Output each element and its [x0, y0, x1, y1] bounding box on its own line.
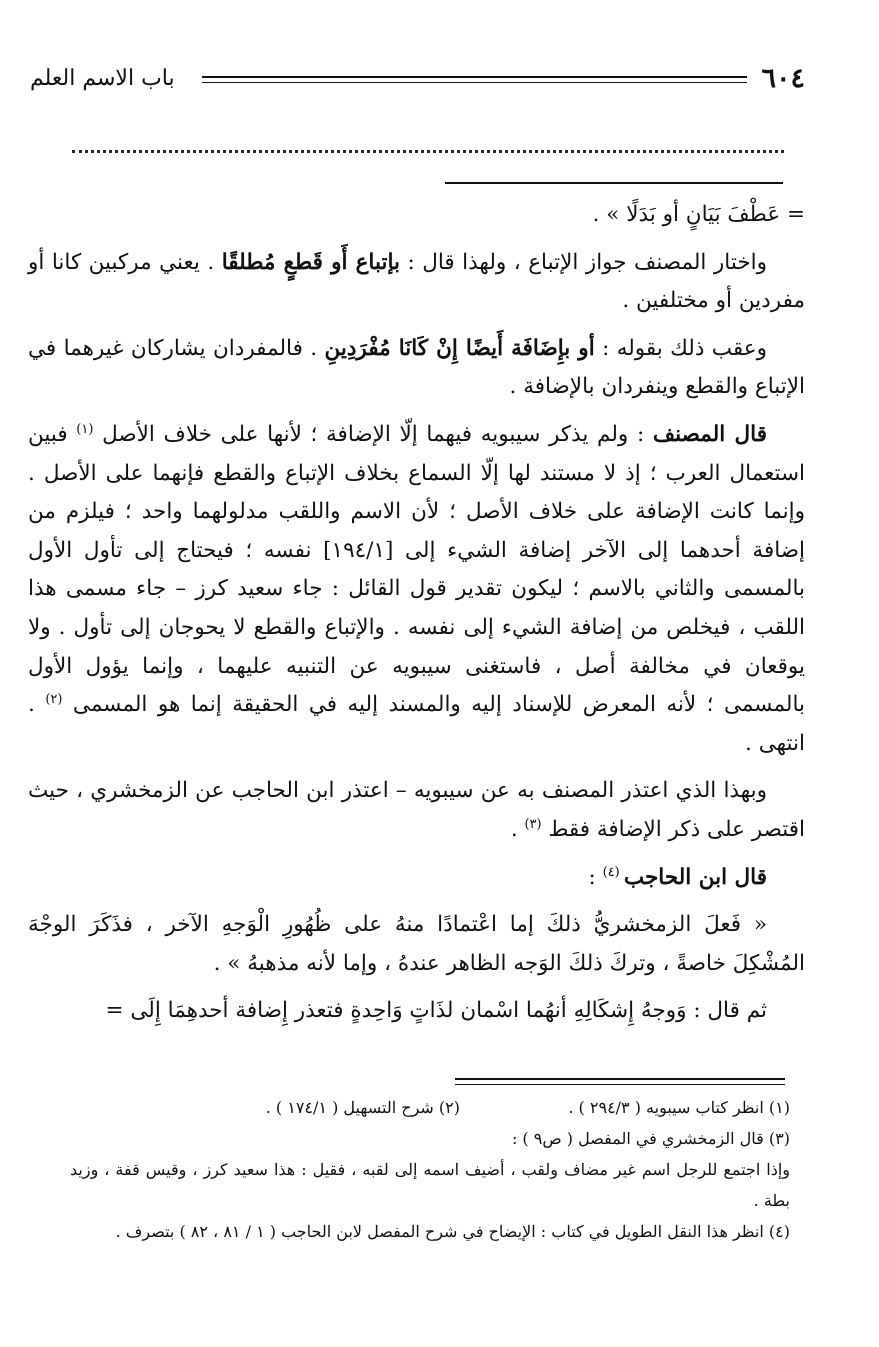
bold-quote: أو بإِضَافَة أَيضًا إِنْ كَانَا مُفْرَدِينِ: [324, 335, 595, 361]
paragraph-text: « فَعلَ الزمخشريُّ ذلكَ إما اعْتمادًا منهُ على ظُهُورِ الْوَجهِ الآخر ، فذَكَرَ الوجْهَ المُشْكِلَ خاصةً ، وتركَ ذلكَ الوَجه الظاهر عندهُ ، وإما لأنه مذهبهُ » .: [28, 912, 805, 976]
paragraph-text: فبين استعمال العرب ؛ إذ لا مستند لها إلّا السماع بخلاف الإتباع والقطع فإنهما على الأصل . وإنما كانت الإضافة على خلاف الأصل ؛ لأن الاسم واللقب مدلولهما واحد ؛ فيلزم من إضافة أحدهما إلى الآخر إضافة الشيء إلى [١٩٤/١] نفسه ؛ فيحتاج إلى تأول الأول بالمسمى والثاني بالاسم ؛ ليكون تقدير قول القائل : جاء سعيد كرز – جاء مسمى هذا اللقب ، فيخلص من إضافة الشيء إلى نفسه . والإتباع والقطع لا يحوجان إلى تأول . ولا يوقعان في مخالفة أصل ، فاستغنى سيبويه عن التنبيه عليهما ، وإنما يؤول الأول بالمسمى ؛ لأنه المعرض للإسناد إليه والمسند إليه في الحقيقة إنما هو المسمى: [28, 421, 806, 718]
paragraph-text: . فالمفردان يشاركان غيرهما في الإتباع والقطع وينفردان بالإضافة .: [28, 335, 805, 400]
paragraph: [28, 992, 805, 1031]
paragraph-text: = عَطْفَ بَيَانٍ أو بَدَلًا » .: [592, 202, 805, 227]
footnote-row: [70, 1092, 790, 1123]
running-header: [30, 62, 805, 102]
paragraph-text: واختار المصنف جواز الإتباع ، ولهذا قال :: [399, 249, 767, 275]
header-rule-thin: [202, 82, 747, 83]
page-number: ٦٠٤: [761, 63, 805, 94]
footnotes: [70, 1092, 790, 1247]
paragraph-continuation: [28, 196, 805, 235]
footnote-ref: (١): [76, 421, 94, 437]
paragraph-text: . انتهى .: [28, 692, 805, 756]
dotted-separator: [72, 150, 784, 153]
paragraph-text: وعقب ذلك بقوله :: [594, 335, 767, 361]
bold-heading: قال ابن الحاجب: [623, 864, 767, 890]
paragraph-quote: [28, 906, 805, 983]
footnote-ref: (٣): [524, 816, 542, 832]
footnote-1: (١) انظر كتاب سيبويه ( ٢٩٤/٣ ) .: [568, 1098, 790, 1117]
paragraph-text: : ولم يذكر سيبويه فيهما إلّا الإضافة ؛ لأنها على خلاف الأصل: [93, 421, 653, 447]
footnote-3-body: وإذا اجتمع للرجل اسم غير مضاف ولقب ، أضيف اسمه إلى لقبه ، فقيل : هذا سعيد كرز ، وقيس قفة ، وزيد بطة .: [70, 1160, 790, 1210]
bold-quote: بإتباع أَو قَطعٍ مُطلقًا: [221, 249, 400, 275]
paragraph-text: ثم قال : وَوجهُ إِشكَالِهِ أنهُما اسْمان لذَاتٍ وَاحِدةٍ فتعذر إِضافة أحدهِمَا إِلَى =: [105, 998, 767, 1024]
paragraph: [28, 244, 805, 321]
footnote-ref: (٢): [45, 691, 63, 707]
paragraph-text: وبهذا الذي اعتذر المصنف به عن سيبويه – اعتذر ابن الحاجب عن الزمخشري ، حيث اقتصر على ذكر الإضافة فقط: [28, 778, 805, 842]
bold-heading: قال المصنف: [652, 421, 767, 447]
paragraph: [28, 859, 805, 898]
paragraph: [28, 772, 805, 849]
chapter-title: باب الاسم العلم: [30, 66, 175, 91]
footnote-2: (٢) شرح التسهيل ( ١٧٤/١ ) .: [265, 1098, 460, 1117]
footnote-rule-thin: [455, 1084, 785, 1085]
footnote-ref: (٤): [602, 864, 624, 880]
paragraph: [28, 416, 805, 763]
header-rule: [202, 76, 747, 78]
main-text: [28, 196, 805, 1040]
continuation-rule: [445, 182, 783, 184]
footnote-3: (٣) قال الزمخشري في المفصل ( ص٩ ) :: [511, 1129, 790, 1148]
paragraph-text: .: [510, 816, 525, 842]
paragraph: [28, 330, 805, 407]
paragraph-text: . يعني مركبين كانا أو مفردين أو مختلفين .: [28, 249, 805, 314]
footnote-rule: [455, 1078, 785, 1080]
footnote-4: (٤) انظر هذا النقل الطويل في كتاب : الإيضاح في شرح المفصل لابن الحاجب ( ١ / ٨١ ، ٨٢ ) بتصرف .: [115, 1222, 790, 1241]
paragraph-text: :: [588, 864, 603, 890]
